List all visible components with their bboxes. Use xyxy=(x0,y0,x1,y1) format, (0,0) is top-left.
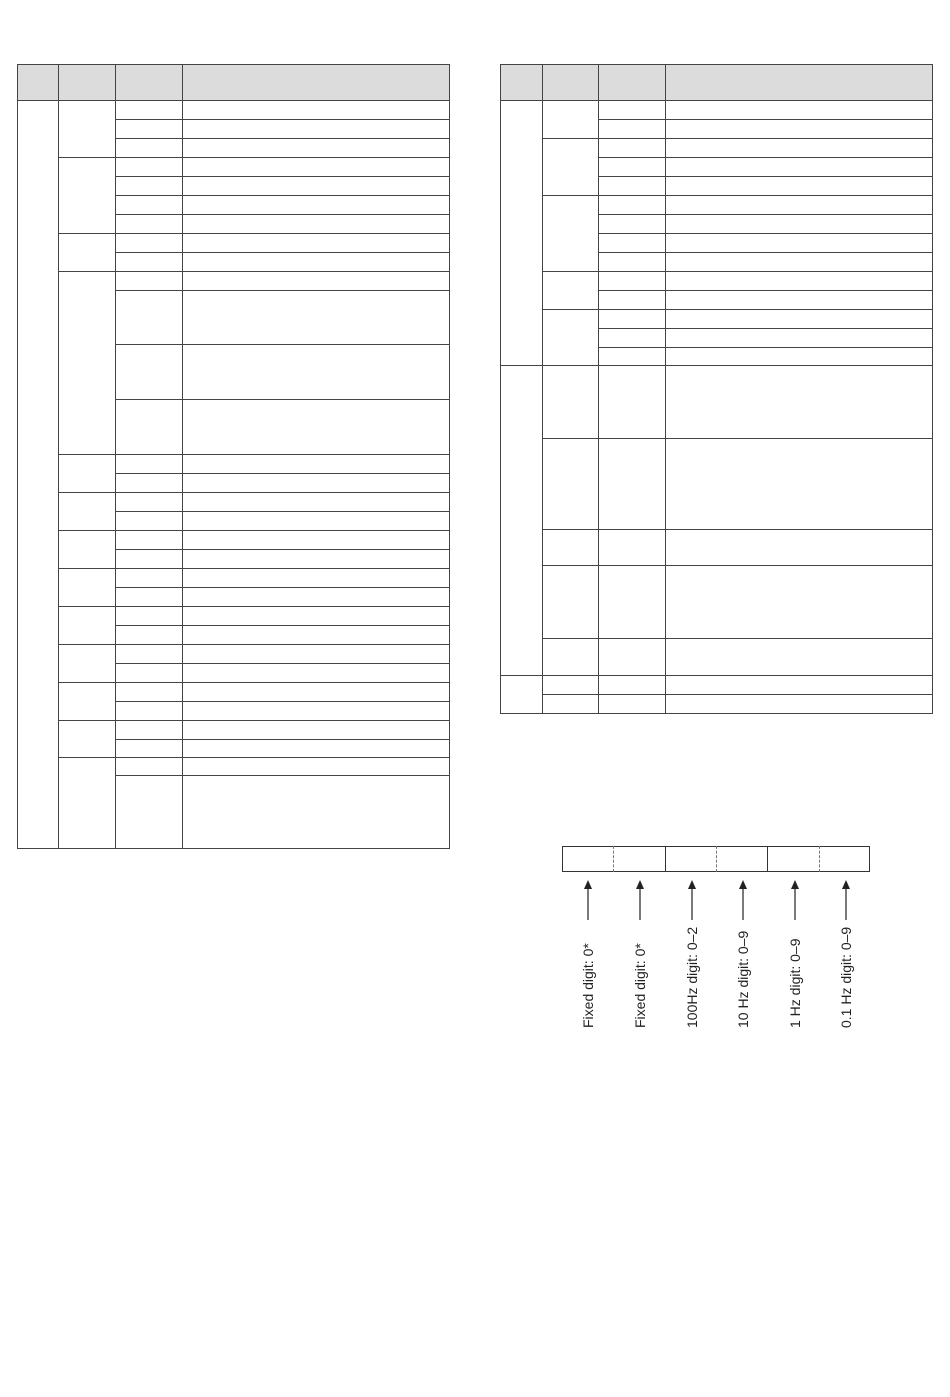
arrow-head-icon xyxy=(842,880,850,889)
digit-label: Fixed digit: 0* xyxy=(632,943,648,1028)
digit-label: Fixed digit: 0* xyxy=(580,943,596,1028)
digit-label: 1 Hz digit: 0–9 xyxy=(787,938,803,1028)
arrow-head-icon xyxy=(584,880,592,889)
arrow-head-icon xyxy=(791,880,799,889)
arrow-head-icon xyxy=(739,880,747,889)
digit-label: 100Hz digit: 0–2 xyxy=(684,926,700,1028)
digit-label: 10 Hz digit: 0–9 xyxy=(735,930,751,1028)
arrow-head-icon xyxy=(636,880,644,889)
digit-label: 0.1 Hz digit: 0–9 xyxy=(838,926,854,1028)
arrow-head-icon xyxy=(688,880,696,889)
